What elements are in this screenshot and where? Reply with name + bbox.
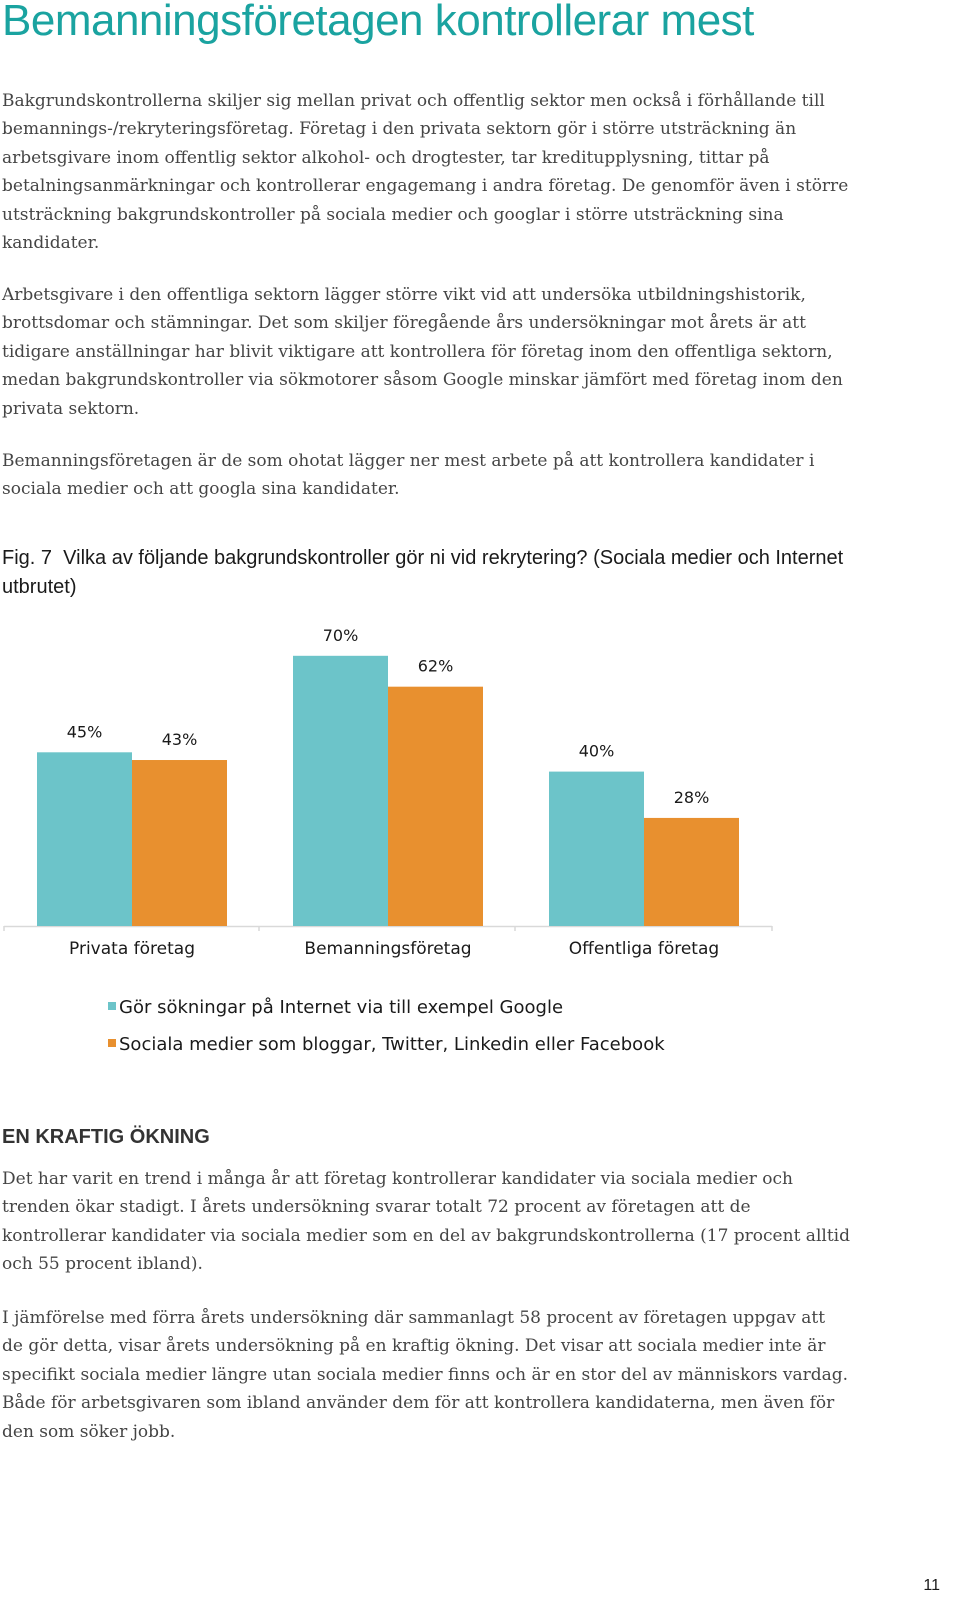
bar-value-label: 70% [322, 625, 359, 645]
bar-value-label: 40% [578, 741, 615, 761]
page-number: 11 [923, 1577, 940, 1594]
intro-paragraph-1: Bakgrundskontrollerna skiljer sig mellan privat och offentlig sektor men också i förhållande till bemannings-/rekryteringsföretag. Företag i den privata sektorn gör i större utsträckning än arbetsgivare inom offentlig sektor alkohol- och drogtester, tar kreditupplysning, tittar på betalningsanmärkningar och kontrollerar engagemang i andra företag. De genomför även i större utsträckning bakgrundskontroller på sociala medier och googlar i större utsträckning sina kandidater. [2, 91, 849, 254]
category-label: Privata företag [69, 939, 195, 959]
bar-value-label: 45% [66, 722, 103, 742]
bar-social-media-2 [644, 818, 739, 926]
section-paragraph-1: Det har varit en trend i många år att företag kontrollerar kandidater via sociala medier och trenden ökar stadigt. I årets undersökning svarar totalt 72 procent av företagen att de kontrollerar kandidater via sociala medier som en del av bakgrundskontrollerna (17 procent alltid och 55 procent ibland). [2, 1169, 850, 1275]
bar-google-1 [293, 656, 388, 926]
section-paragraph-2: I jämförelse med förra årets undersökning där sammanlagt 58 procent av företagen uppgav att de gör detta, visar årets undersökning på en kraftig ökning. Det visar att sociala medier inte är specifikt sociala medier längre utan sociala medier finns och är en stor del av människors vardag. Både för arbetsgivaren som ibland använder dem för att kontrollera kandidaterna, men även för den som söker jobb. [2, 1308, 849, 1442]
bar-value-label: 43% [161, 730, 198, 750]
figure-caption-text: Vilka av följande bakgrundskontroller gör ni vid rekrytering? (Sociala medier och Internet utbrutet) [2, 547, 844, 598]
bar-google-2 [549, 772, 644, 926]
legend-label-social-media: Sociala medier som bloggar, Twitter, Linkedin eller Facebook [119, 1034, 665, 1055]
page-title: Bemanningsföretagen kontrollerar mest [2, 0, 754, 45]
legend-swatch-social-media [108, 1039, 116, 1047]
bar-value-label: 28% [673, 787, 710, 807]
bar-value-label: 62% [417, 656, 454, 676]
bar-social-media-0 [132, 760, 227, 926]
legend-label-google: Gör sökningar på Internet via till exempel Google [119, 997, 564, 1018]
figure-number: Fig. 7 [2, 547, 53, 569]
bar-social-media-1 [388, 687, 483, 926]
figure-caption [2, 544, 882, 602]
category-label: Bemanningsföretag [304, 939, 472, 959]
intro-paragraph-2: Arbetsgivare i den offentliga sektorn lägger större vikt vid att undersöka utbildningshistorik, brottsdomar och stämningar. Det som skiljer föregående års undersökningar mot årets är att tidigare anställningar har blivit viktigare att kontrollera för företag inom den offentliga sektorn, medan bakgrundskontroller via sökmotorer såsom Google minskar jämfört med företag inom den privata sektorn. [2, 285, 843, 419]
intro-paragraph-3: Bemanningsföretagen är de som ohotat lägger ner mest arbete på att kontrollera kandidater i sociala medier och att googla sina kandidater. [2, 451, 815, 500]
bar-google-0 [37, 752, 132, 926]
section-heading: EN KRAFTIG ÖKNING [2, 1126, 210, 1148]
legend-swatch-google [108, 1002, 116, 1010]
category-label: Offentliga företag [568, 939, 720, 959]
bar-chart [0, 610, 800, 970]
